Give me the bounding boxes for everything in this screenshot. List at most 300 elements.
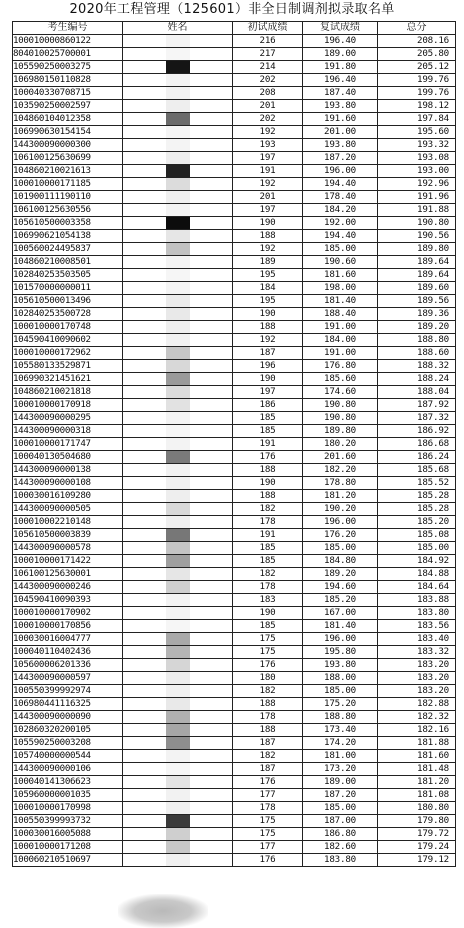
initial-score-cell: 180 — [233, 672, 303, 685]
redaction-block — [166, 477, 190, 489]
table-row — [13, 620, 456, 633]
total-score-cell: 181.60 — [378, 750, 456, 763]
retest-score-cell: 193.80 — [303, 100, 378, 113]
candidate-id-cell: 104860210021613 — [13, 165, 123, 178]
table-row — [13, 490, 456, 503]
name-cell-redacted — [123, 321, 233, 334]
total-score-cell: 183.20 — [378, 685, 456, 698]
initial-score-cell: 193 — [233, 139, 303, 152]
total-score-cell: 193.00 — [378, 165, 456, 178]
retest-score-cell: 196.00 — [303, 516, 378, 529]
total-score-cell: 189.36 — [378, 308, 456, 321]
initial-score-cell: 185 — [233, 425, 303, 438]
table-row — [13, 555, 456, 568]
redaction-block — [166, 789, 190, 801]
table-row — [13, 802, 456, 815]
candidate-id-cell: 104590410090602 — [13, 334, 123, 347]
retest-score-cell: 194.60 — [303, 581, 378, 594]
total-score-cell: 195.60 — [378, 126, 456, 139]
name-cell-redacted — [123, 594, 233, 607]
retest-score-cell: 178.40 — [303, 191, 378, 204]
name-cell-redacted — [123, 87, 233, 100]
initial-score-cell: 184 — [233, 282, 303, 295]
redaction-block — [166, 87, 190, 99]
redaction-block — [166, 698, 190, 710]
total-score-cell: 179.72 — [378, 828, 456, 841]
initial-score-cell: 192 — [233, 126, 303, 139]
redaction-block — [166, 308, 190, 320]
redaction-block — [166, 672, 190, 684]
table-row — [13, 581, 456, 594]
initial-score-cell: 195 — [233, 269, 303, 282]
name-cell-redacted — [123, 737, 233, 750]
initial-score-cell: 190 — [233, 607, 303, 620]
candidate-id-cell: 101900111190110 — [13, 191, 123, 204]
candidate-id-cell: 106100125630556 — [13, 204, 123, 217]
candidate-id-cell: 144300090000578 — [13, 542, 123, 555]
table-row — [13, 74, 456, 87]
total-score-cell: 183.88 — [378, 594, 456, 607]
table-row — [13, 425, 456, 438]
redaction-block — [166, 230, 190, 242]
table-row — [13, 360, 456, 373]
candidate-id-cell: 100550399993732 — [13, 815, 123, 828]
total-score-cell: 208.16 — [378, 35, 456, 48]
initial-score-cell: 182 — [233, 503, 303, 516]
retest-score-cell: 183.80 — [303, 854, 378, 867]
redaction-block — [166, 646, 190, 658]
candidate-id-cell: 100010000171747 — [13, 438, 123, 451]
table-row — [13, 269, 456, 282]
candidate-id-cell: 104860210021818 — [13, 386, 123, 399]
retest-score-cell: 180.20 — [303, 438, 378, 451]
redaction-block — [166, 633, 190, 645]
name-cell-redacted — [123, 334, 233, 347]
table-row — [13, 399, 456, 412]
initial-score-cell: 197 — [233, 386, 303, 399]
total-score-cell: 179.80 — [378, 815, 456, 828]
candidate-id-cell: 100040141306623 — [13, 776, 123, 789]
retest-score-cell: 190.20 — [303, 503, 378, 516]
table-row — [13, 854, 456, 867]
initial-score-cell: 176 — [233, 659, 303, 672]
candidate-id-cell: 106100125630001 — [13, 568, 123, 581]
table-row — [13, 295, 456, 308]
candidate-id-cell: 104860104012358 — [13, 113, 123, 126]
total-score-cell: 179.12 — [378, 854, 456, 867]
retest-score-cell: 185.00 — [303, 542, 378, 555]
total-score-cell: 185.08 — [378, 529, 456, 542]
table-row — [13, 165, 456, 178]
total-score-cell: 181.48 — [378, 763, 456, 776]
total-score-cell: 188.24 — [378, 373, 456, 386]
candidate-id-cell: 144300090000106 — [13, 763, 123, 776]
redaction-block — [166, 269, 190, 281]
redaction-block — [166, 399, 190, 411]
redaction-block — [166, 737, 190, 749]
name-cell-redacted — [123, 295, 233, 308]
redaction-block — [166, 386, 190, 398]
total-score-cell: 181.08 — [378, 789, 456, 802]
total-score-cell: 185.52 — [378, 477, 456, 490]
retest-score-cell: 189.80 — [303, 425, 378, 438]
candidate-id-cell: 106980150110828 — [13, 74, 123, 87]
table-row — [13, 87, 456, 100]
candidate-id-cell: 100040130504680 — [13, 451, 123, 464]
table-row — [13, 282, 456, 295]
total-score-cell: 191.88 — [378, 204, 456, 217]
candidate-id-cell: 100010000170856 — [13, 620, 123, 633]
name-cell-redacted — [123, 61, 233, 74]
initial-score-cell: 176 — [233, 854, 303, 867]
initial-score-cell: 189 — [233, 256, 303, 269]
initial-score-cell: 192 — [233, 334, 303, 347]
initial-score-cell: 202 — [233, 113, 303, 126]
retest-score-cell: 181.20 — [303, 490, 378, 503]
total-score-cell: 193.32 — [378, 139, 456, 152]
candidate-id-cell: 100040330708715 — [13, 87, 123, 100]
candidate-id-cell: 105590250003275 — [13, 61, 123, 74]
name-cell-redacted — [123, 113, 233, 126]
redaction-block — [166, 191, 190, 203]
table-row — [13, 113, 456, 126]
total-score-cell: 182.16 — [378, 724, 456, 737]
redaction-block — [166, 542, 190, 554]
initial-score-cell: 178 — [233, 802, 303, 815]
initial-score-cell: 185 — [233, 412, 303, 425]
retest-score-cell: 191.00 — [303, 347, 378, 360]
retest-score-cell: 196.00 — [303, 633, 378, 646]
total-score-cell: 186.92 — [378, 425, 456, 438]
initial-score-cell: 185 — [233, 620, 303, 633]
table-row — [13, 139, 456, 152]
candidate-id-cell: 106100125630699 — [13, 152, 123, 165]
table-row — [13, 516, 456, 529]
name-cell-redacted — [123, 672, 233, 685]
name-cell-redacted — [123, 412, 233, 425]
redaction-block — [166, 516, 190, 528]
name-cell-redacted — [123, 438, 233, 451]
table-row — [13, 841, 456, 854]
candidate-id-cell: 100040110402436 — [13, 646, 123, 659]
name-cell-redacted — [123, 802, 233, 815]
redaction-block — [166, 48, 190, 60]
retest-score-cell: 188.40 — [303, 308, 378, 321]
name-cell-redacted — [123, 48, 233, 61]
redaction-block — [166, 529, 190, 541]
table-row — [13, 100, 456, 113]
name-cell-redacted — [123, 828, 233, 841]
redaction-block — [166, 438, 190, 450]
name-cell-redacted — [123, 620, 233, 633]
candidate-id-cell: 100010000171422 — [13, 555, 123, 568]
table-row — [13, 828, 456, 841]
name-cell-redacted — [123, 243, 233, 256]
candidate-id-cell: 105960000001035 — [13, 789, 123, 802]
candidate-id-cell: 105610500003839 — [13, 529, 123, 542]
redaction-block — [166, 724, 190, 736]
initial-score-cell: 187 — [233, 737, 303, 750]
redaction-block — [166, 74, 190, 86]
total-score-cell: 185.28 — [378, 503, 456, 516]
table-row — [13, 230, 456, 243]
initial-score-cell: 177 — [233, 841, 303, 854]
name-cell-redacted — [123, 399, 233, 412]
name-cell-redacted — [123, 789, 233, 802]
retest-score-cell: 188.80 — [303, 711, 378, 724]
total-score-cell: 199.76 — [378, 74, 456, 87]
initial-score-cell: 185 — [233, 542, 303, 555]
candidate-id-cell: 105600006201336 — [13, 659, 123, 672]
redaction-block — [166, 100, 190, 112]
candidate-id-cell: 105610500003358 — [13, 217, 123, 230]
table-row — [13, 386, 456, 399]
table-row — [13, 477, 456, 490]
table-row — [13, 646, 456, 659]
candidate-id-cell: 102840253503505 — [13, 269, 123, 282]
total-score-cell: 183.80 — [378, 607, 456, 620]
table-row — [13, 763, 456, 776]
redaction-block — [166, 659, 190, 671]
initial-score-cell: 175 — [233, 646, 303, 659]
redaction-block — [166, 61, 190, 73]
candidate-id-cell: 144300090000505 — [13, 503, 123, 516]
candidate-id-cell: 101570000000011 — [13, 282, 123, 295]
header-retest-score: 复试成绩 — [303, 22, 378, 35]
total-score-cell: 180.80 — [378, 802, 456, 815]
retest-score-cell: 193.80 — [303, 139, 378, 152]
total-score-cell: 185.28 — [378, 490, 456, 503]
table-row — [13, 724, 456, 737]
table-row — [13, 126, 456, 139]
initial-score-cell: 197 — [233, 204, 303, 217]
retest-score-cell: 195.80 — [303, 646, 378, 659]
candidate-id-cell: 100550399992974 — [13, 685, 123, 698]
name-cell-redacted — [123, 386, 233, 399]
redaction-block — [166, 165, 190, 177]
candidate-id-cell: 100010000170998 — [13, 802, 123, 815]
initial-score-cell: 191 — [233, 438, 303, 451]
table-row — [13, 412, 456, 425]
candidate-id-cell: 105590250003208 — [13, 737, 123, 750]
redaction-block — [166, 113, 190, 125]
initial-score-cell: 182 — [233, 750, 303, 763]
candidate-id-cell: 144300090000090 — [13, 711, 123, 724]
name-cell-redacted — [123, 750, 233, 763]
table-row — [13, 529, 456, 542]
retest-score-cell: 191.60 — [303, 113, 378, 126]
candidate-id-cell: 100560024495837 — [13, 243, 123, 256]
retest-score-cell: 178.80 — [303, 477, 378, 490]
initial-score-cell: 176 — [233, 451, 303, 464]
candidate-id-cell: 100010000171185 — [13, 178, 123, 191]
total-score-cell: 189.64 — [378, 256, 456, 269]
name-cell-redacted — [123, 568, 233, 581]
table-row — [13, 776, 456, 789]
total-score-cell: 181.20 — [378, 776, 456, 789]
name-cell-redacted — [123, 776, 233, 789]
initial-score-cell: 178 — [233, 581, 303, 594]
name-cell-redacted — [123, 451, 233, 464]
retest-score-cell: 184.00 — [303, 334, 378, 347]
total-score-cell: 184.64 — [378, 581, 456, 594]
retest-score-cell: 174.20 — [303, 737, 378, 750]
candidate-id-cell: 100010000170918 — [13, 399, 123, 412]
retest-score-cell: 182.20 — [303, 464, 378, 477]
retest-score-cell: 187.20 — [303, 789, 378, 802]
total-score-cell: 187.32 — [378, 412, 456, 425]
retest-score-cell: 185.20 — [303, 594, 378, 607]
total-score-cell: 183.40 — [378, 633, 456, 646]
total-score-cell: 184.92 — [378, 555, 456, 568]
initial-score-cell: 195 — [233, 295, 303, 308]
redaction-block — [166, 373, 190, 385]
header-total-score: 总分 — [378, 22, 456, 35]
retest-score-cell: 176.80 — [303, 360, 378, 373]
candidate-id-cell: 103590250002597 — [13, 100, 123, 113]
retest-score-cell: 185.00 — [303, 685, 378, 698]
total-score-cell: 188.32 — [378, 360, 456, 373]
total-score-cell: 190.80 — [378, 217, 456, 230]
retest-score-cell: 194.40 — [303, 178, 378, 191]
retest-score-cell: 189.00 — [303, 776, 378, 789]
total-score-cell: 189.56 — [378, 295, 456, 308]
total-score-cell: 182.88 — [378, 698, 456, 711]
initial-score-cell: 185 — [233, 555, 303, 568]
initial-score-cell: 182 — [233, 685, 303, 698]
initial-score-cell: 201 — [233, 100, 303, 113]
initial-score-cell: 176 — [233, 776, 303, 789]
redaction-block — [166, 490, 190, 502]
redaction-block — [166, 763, 190, 775]
initial-score-cell: 186 — [233, 399, 303, 412]
table-row — [13, 607, 456, 620]
redaction-block — [166, 711, 190, 723]
total-score-cell: 186.68 — [378, 438, 456, 451]
table-row — [13, 672, 456, 685]
total-score-cell: 189.60 — [378, 282, 456, 295]
name-cell-redacted — [123, 477, 233, 490]
candidate-id-cell: 106990621054138 — [13, 230, 123, 243]
table-row — [13, 711, 456, 724]
candidate-id-cell: 804010025700001 — [13, 48, 123, 61]
table-row — [13, 750, 456, 763]
table-row — [13, 321, 456, 334]
candidate-id-cell: 100030016109280 — [13, 490, 123, 503]
name-cell-redacted — [123, 360, 233, 373]
redaction-block — [166, 412, 190, 424]
redaction-block — [166, 607, 190, 619]
retest-score-cell: 189.20 — [303, 568, 378, 581]
initial-score-cell: 216 — [233, 35, 303, 48]
total-score-cell: 188.80 — [378, 334, 456, 347]
initial-score-cell: 177 — [233, 789, 303, 802]
name-cell-redacted — [123, 516, 233, 529]
retest-score-cell: 175.20 — [303, 698, 378, 711]
table-row — [13, 256, 456, 269]
name-cell-redacted — [123, 230, 233, 243]
table-row — [13, 48, 456, 61]
retest-score-cell: 173.40 — [303, 724, 378, 737]
table-row — [13, 737, 456, 750]
table-row — [13, 438, 456, 451]
total-score-cell: 185.00 — [378, 542, 456, 555]
retest-score-cell: 186.80 — [303, 828, 378, 841]
initial-score-cell: 190 — [233, 308, 303, 321]
name-cell-redacted — [123, 542, 233, 555]
redaction-block — [166, 347, 190, 359]
table-row — [13, 35, 456, 48]
retest-score-cell: 198.00 — [303, 282, 378, 295]
page-title: 2020年工程管理（125601）非全日制调剂拟录取名单 — [69, 2, 395, 17]
name-cell-redacted — [123, 633, 233, 646]
table-row — [13, 659, 456, 672]
table-row — [13, 594, 456, 607]
table-row — [13, 347, 456, 360]
retest-score-cell: 188.00 — [303, 672, 378, 685]
redaction-block — [166, 555, 190, 567]
redaction-block — [166, 334, 190, 346]
initial-score-cell: 175 — [233, 828, 303, 841]
candidate-id-cell: 102860320200105 — [13, 724, 123, 737]
redaction-block — [166, 750, 190, 762]
table-row — [13, 308, 456, 321]
redaction-block — [166, 854, 190, 866]
redaction-block — [166, 204, 190, 216]
retest-score-cell: 185.60 — [303, 373, 378, 386]
initial-score-cell: 190 — [233, 477, 303, 490]
retest-score-cell: 196.00 — [303, 165, 378, 178]
retest-score-cell: 181.40 — [303, 620, 378, 633]
initial-score-cell: 197 — [233, 152, 303, 165]
candidate-id-cell: 100010000170902 — [13, 607, 123, 620]
candidate-id-cell: 144300090000246 — [13, 581, 123, 594]
name-cell-redacted — [123, 204, 233, 217]
candidate-id-cell: 105610500013496 — [13, 295, 123, 308]
candidate-id-cell: 144300090000295 — [13, 412, 123, 425]
name-cell-redacted — [123, 607, 233, 620]
initial-score-cell: 187 — [233, 763, 303, 776]
initial-score-cell: 191 — [233, 529, 303, 542]
initial-score-cell: 192 — [233, 178, 303, 191]
name-cell-redacted — [123, 854, 233, 867]
initial-score-cell: 178 — [233, 516, 303, 529]
table-row — [13, 685, 456, 698]
name-cell-redacted — [123, 256, 233, 269]
retest-score-cell: 190.60 — [303, 256, 378, 269]
name-cell-redacted — [123, 711, 233, 724]
name-cell-redacted — [123, 282, 233, 295]
retest-score-cell: 196.40 — [303, 35, 378, 48]
retest-score-cell: 185.00 — [303, 243, 378, 256]
candidate-id-cell: 104860210008501 — [13, 256, 123, 269]
initial-score-cell: 190 — [233, 217, 303, 230]
retest-score-cell: 189.00 — [303, 48, 378, 61]
candidate-id-cell: 105740000000544 — [13, 750, 123, 763]
redaction-block — [166, 126, 190, 138]
total-score-cell: 185.20 — [378, 516, 456, 529]
retest-score-cell: 181.40 — [303, 295, 378, 308]
initial-score-cell: 188 — [233, 698, 303, 711]
initial-score-cell: 188 — [233, 230, 303, 243]
redaction-block — [166, 841, 190, 853]
candidate-id-cell: 100010002210148 — [13, 516, 123, 529]
total-score-cell: 189.80 — [378, 243, 456, 256]
total-score-cell: 183.32 — [378, 646, 456, 659]
initial-score-cell: 202 — [233, 74, 303, 87]
total-score-cell: 182.32 — [378, 711, 456, 724]
retest-score-cell: 167.00 — [303, 607, 378, 620]
